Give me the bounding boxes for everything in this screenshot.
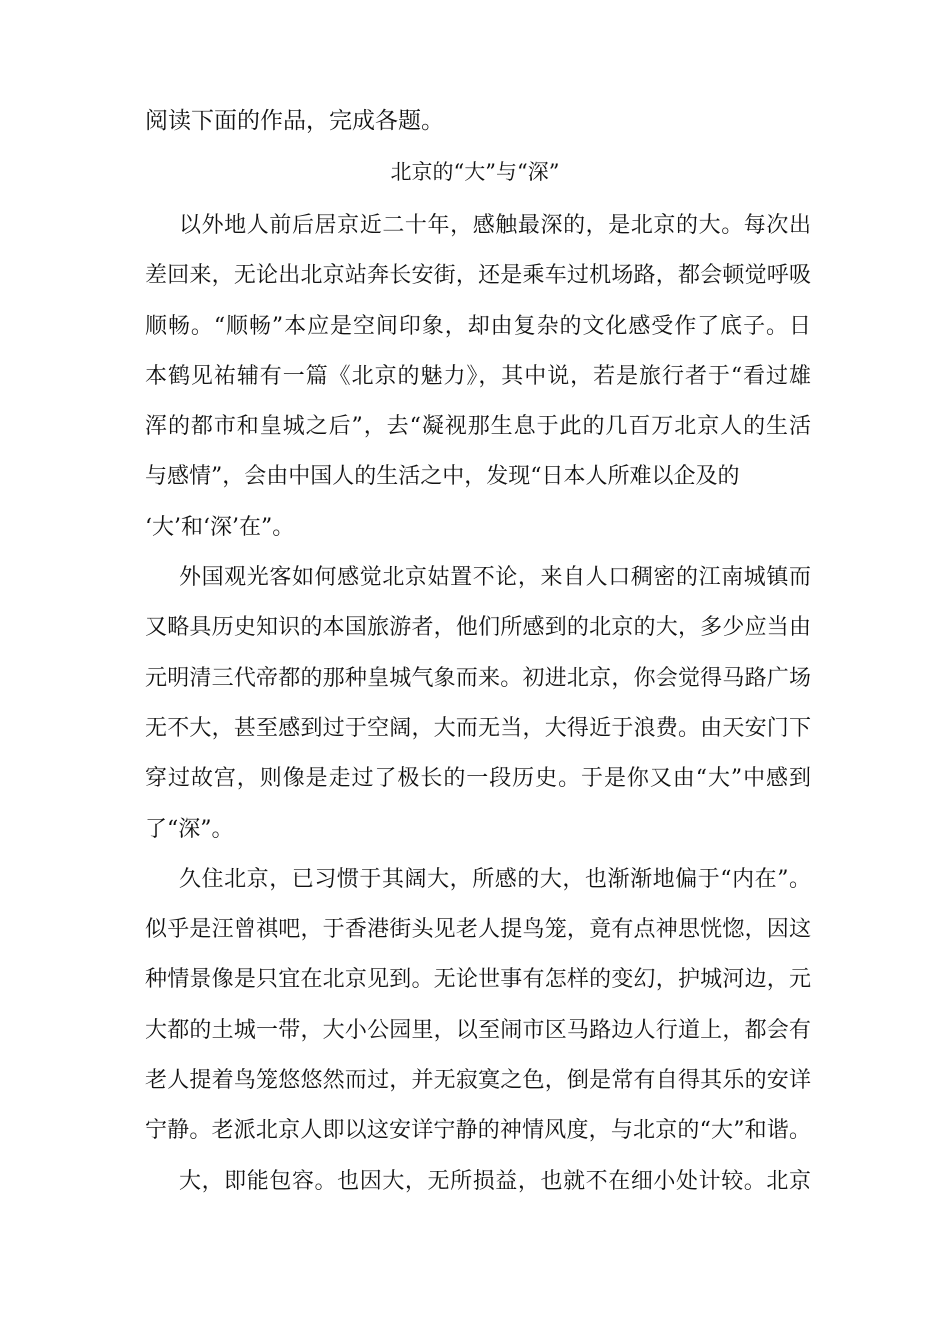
article-title: 北京的“大”与“深” xyxy=(390,160,560,184)
text-line: 元明清三代帝都的那种皇城气象而来。初进北京，你会觉得马路广场 xyxy=(145,665,811,691)
text-line: 大，即能包容。也因大，无所损益，也就不在细小处计较。北京 xyxy=(179,1168,811,1194)
text-line: 似乎是汪曾祺吧，于香港街头见老人提鸟笼，竟有点神思恍惚，因这 xyxy=(145,917,811,943)
text-line: 宁静。老派北京人即以这安详宁静的神情风度，与北京的“大”和谐。 xyxy=(145,1118,811,1144)
paragraph xyxy=(145,855,811,1157)
text-line: 大都的土城一带，大小公园里，以至闹市区马路边人行道上，都会有 xyxy=(145,1017,811,1043)
text-line: 以外地人前后居京近二十年，感触最深的，是北京的大。每次出 xyxy=(179,213,811,238)
text-line: 外国观光客如何感觉北京姑置不论，来自人口稠密的江南城镇而 xyxy=(179,565,811,591)
paragraph xyxy=(145,201,811,553)
text-line: ‘大’和‘深’在”。 xyxy=(145,514,295,540)
text-line: 顺畅。“顺畅”本应是空间印象，却由复杂的文化感受作了底子。日 xyxy=(145,313,811,339)
text-line: 种情景像是只宜在北京见到。无论世事有怎样的变幻，护城河边，元 xyxy=(145,967,811,993)
text-line: 差回来，无论出北京站奔长安街，还是乘车过机场路，都会顿觉呼吸 xyxy=(145,263,811,289)
text-line: 与感情”，会由中国人的生活之中，发现“日本人所难以企及的 xyxy=(145,464,740,490)
paragraph xyxy=(145,1157,811,1207)
paragraph xyxy=(145,553,811,855)
text-line: 穿过故宫，则像是走过了极长的一段历史。于是你又由“大”中感到 xyxy=(145,766,811,792)
text-line: 本鹤见祐辅有一篇《北京的魅力》，其中说，若是旅行者于“看过雄 xyxy=(145,363,811,389)
article-body xyxy=(145,201,811,1207)
text-line: 无不大，甚至感到过于空阔，大而无当，大得近于浪费。由天安门下 xyxy=(145,715,811,741)
reading-instruction: 阅读下面的作品，完成各题。 xyxy=(145,108,444,134)
text-line: 浑的都市和皇城之后”，去“凝视那生息于此的几百万北京人的生活 xyxy=(145,414,811,440)
text-line: 了“深”。 xyxy=(145,816,234,842)
text-line: 又略具历史知识的本国旅游者，他们所感到的北京的大，多少应当由 xyxy=(145,615,811,641)
text-line: 久住北京，已习惯于其阔大，所感的大，也渐渐地偏于“内在”。 xyxy=(179,866,811,892)
text-line: 老人提着鸟笼悠悠然而过，并无寂寞之色，倒是常有自得其乐的安详 xyxy=(145,1068,811,1094)
